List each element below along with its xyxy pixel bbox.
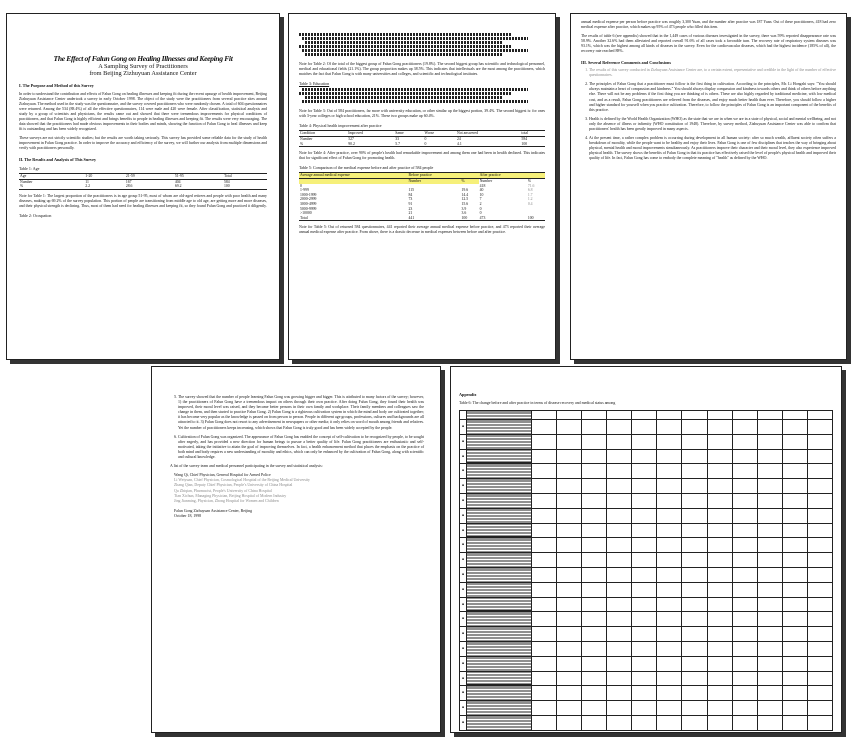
table-cell: 69.2 (174, 184, 223, 189)
list-item: 1. The results of this survey conducted in Zizhuyuan Assistance Center are, to a certain extent, representative and credible in the light of the number of effective questionnaires. (589, 68, 836, 78)
table-cell: 1.7 (527, 192, 533, 197)
table-cell: 10 (479, 192, 484, 197)
table-note: Note for Table 1: The largest proportion of the practitioners is in age group 51-95, most of whom are old-aged retirees and people with poor health and many diseases, making up 69.2% of the survey population. This portion of people are transitioning from middle age to old age, are getting more and more diseases, and their physical strength is declining. Thus, most of them had need for healing illnesses and keeping fit, so they found Falun Gong and practiced it diligently. (19, 193, 267, 208)
table-label: Table 6: The change before and after practice in terms of disease recovery and medical status among (459, 401, 616, 405)
page-3 (570, 13, 847, 360)
table-cell: 84 (408, 192, 413, 197)
table-cell: 0 (424, 137, 427, 142)
participant-name: Qu Zhiqian, Pharmacist, People's University of China Hospital (174, 488, 272, 493)
table-label: Table 5: Comparison of the medical expense before and after practice of 584 people (299, 165, 434, 171)
table-cell: 71.6 (527, 183, 535, 188)
table-note: Note for Table 3: Out of 584 practitioners, far more with university education, or other similar up the biggest portion, 39.4%. The second biggest is: for ones with 3-year colleges or high school education, 21%. These two groups make up 60.4%. (299, 109, 545, 119)
table-cell: 90.2 (347, 142, 394, 147)
table-cell: 24 (457, 137, 461, 142)
table-cell: 5000-9999 (300, 206, 317, 211)
table-cell: 1.2 (527, 197, 533, 202)
education-table-graphic (299, 88, 545, 103)
table-cell: 33 (395, 137, 400, 142)
table-cell: 3.6 (461, 211, 467, 216)
table-header: Total (223, 174, 267, 180)
table-note: Note for Table 2: Of the total of the biggest group of Falun Gong practitioners (19.8%). The second biggest group has scientific and technological personnel, medical and educational fields (21.1%). The group proportion makes up 38.5%. This indicates that intellectuals are the most among the practitioners, which matches the fact that Falun Gong is with many universities and colleges, and scientific and technological institutes. (299, 62, 545, 77)
participant-name: Tian Xichun, Managing Physician, Beijing Hospital of Modern Industry (174, 493, 287, 498)
table-cell: 1-999 (300, 188, 309, 193)
table-cell: 115 (408, 188, 415, 193)
age-table (19, 173, 267, 190)
table-header: Age (19, 174, 84, 180)
table-label: Table 2: Occupation (19, 213, 52, 219)
section-heading-results: II. The Results and Analysis of This Survey (19, 156, 97, 162)
list-item: 3. Health is defined by the World Health Organization (WHO) as the state that we are in when we are in a state of physical, social and mental wellbeing, and not only the absence of illness or infirmity (WHO constitution of 1948). Therefore, by survey method, Zizhuyuan Assistance Center was able to confirm that practitioners' health has been greatly improved in many aspects. (589, 117, 836, 132)
table-cell: 0 (423, 142, 456, 147)
table-note: Note for Table 4: After practice, over 90% of people's health had remarkable improvement and among them one had been in health declined. This indicates that for significant effect of Falun Gong for promoting health. (299, 151, 545, 161)
table-cell: 23 (408, 206, 413, 211)
table-cell: Number (300, 137, 313, 142)
list-item: 4. At the present time, a rather complex problem is occurring during development in all human society: after so much wealth, affluent society often suffers a breakdown of morality, while the people want to be healthy and enjoy their lives. Falun Gong is one of few disciplines that teaches the way of bringing about physical, mental health and moral improvements simultaneously. As practitioners improve their character and their moral level, they also experience improved physical health. The survey shows the benefits of Falun Gong in that its practice has effectively raised the level of people's physical health and improved their quality of life. In fact, Falun Gong has come to embody the complete meaning of "health" as defined by the WHO. (589, 136, 836, 161)
table-cell: 418 (479, 183, 486, 188)
table-subheader: % (461, 179, 479, 184)
table-header: total (520, 131, 545, 137)
table-cell: 21 (408, 211, 413, 216)
table-label: Table 4: Physical health improvement after practice (299, 123, 382, 129)
table-cell: 4.1 (456, 142, 520, 147)
table-cell: 0 (479, 211, 482, 216)
table-cell: 584 (223, 179, 230, 184)
table-header: Worse (423, 131, 456, 137)
table-cell: 1000-1999 (300, 192, 317, 197)
table-cell: 73 (408, 197, 413, 202)
table-cell: 0.4 (527, 202, 533, 206)
page-subtitle: A Sampling Survey of Practitioners (98, 63, 188, 70)
table-cell: 473 (479, 216, 527, 221)
table-header: Improved (347, 131, 394, 137)
table-cell: 100 (520, 142, 545, 147)
table-cell: 7 (479, 197, 482, 202)
conclusion-list (581, 68, 836, 162)
table-cell: 100 (527, 216, 545, 221)
table-cell: 0 (300, 183, 302, 188)
table-cell: 441 (408, 216, 461, 221)
document-date: October 18, 1998 (174, 513, 202, 518)
table-cell: 28.6 (125, 184, 174, 189)
list-item: 6. Cultivation of Falun Gong was organized. The appearance of Falun Gong has enabled the concept of self-cultivation to be recognized by people, to be sought after eagerly, and has provided a new direction for human beings to pursue a better quality of life. Falun Gong practitioners are enthusiastic and self-motivated, taking the initiative to attain the goal of improving themselves. In fact, a health enhancement method that places the emphasis on the practice of both mind and body requires a new understanding of morality and ethics, which can only be enhanced by the cultivation of Falun Gong, along with scientific and cultural knowledge. (178, 435, 424, 460)
list-item: 5. The survey showed that the number of people learning Falun Gong was growing bigger and bigger. This is attributed to many factors of the survey; however, 1) the practitioners of Falun Gong have a tremendous impact on others through their own practice. After doing Falun Gong, they found their health was improved, their moral level was raised, and they became better persons in their own family and workplace. Their family members and colleagues saw the change in them, and then started to practice Falun Gong. 2) Falun Gong is a righteous cultivation system in which the mind and body are cultivated together; it has become very popular as the knowledge is passed on from person to person. People in different age groups, professions, cultures and backgrounds are all attracted to it. 3) Falun Gong does not resort to any advertisement in newspapers or other media; it only relies on word of mouth among friends and relatives. Yet the number of practitioners keeps increasing, which shows that Falun Gong is truly good and has been widely accepted by the people. (178, 395, 424, 431)
signature: Falun Gong Zizhuyuan Assistance Center, Beijing (174, 508, 253, 513)
table-cell: 2 (479, 202, 482, 206)
table-header: 1-20 (84, 174, 125, 180)
table-cell: 6.8 (527, 188, 533, 193)
table-subheader: Number (479, 179, 493, 184)
table-cell: >10000 (300, 211, 312, 216)
table-header: Same (394, 131, 423, 137)
page-1 (6, 13, 280, 360)
table-cell: 0 (479, 206, 482, 211)
table-header: Condition (299, 131, 347, 137)
medical-expense-table (299, 172, 545, 221)
paragraph: The results of table 6 (see appendix) showed that in the 1,449 cases of various diseases investigated in the survey, there was 59% reported disappearance rate was 58.9%. Another 32.6% had them alleviated and reported overall 91.6% of all cases took a favorable turn. The recovery rate of respiratory system diseases was 93.1%, which was the highest among all kinds of diseases in the survey. Even for the cardiovascular diseases, which had the highest incidence (185% of all), the recovery rate reached 88%. (581, 34, 836, 54)
page-5 (450, 366, 842, 733)
participant-name: Jing Jianming, Physician, Zhong Hospital for Women and Children (174, 498, 279, 503)
conclusion-list-continued (170, 395, 424, 460)
table-cell: Total (299, 216, 408, 221)
table-cell: Number (20, 179, 33, 184)
table-cell: 3000-4999 (300, 202, 317, 206)
table-header: Average annual medical expense (299, 173, 408, 179)
health-improvement-table (299, 130, 545, 147)
table-label: Table 1: Age (19, 166, 40, 172)
paragraph: These surveys are not strictly scientific studies; but the results are worth taking seriously. This survey has provided some reliable data for the study of health improvement in Falun Gong practice. In order to improve the accuracy and efficiency of the survey, we will further our analysis from multiple dimensions and verify with practitioners personally. (19, 136, 267, 151)
table-cell: 100 (223, 184, 267, 189)
table-cell: 527 (348, 137, 354, 142)
table-header: Not answered (456, 131, 520, 137)
table-cell: 5.7 (394, 142, 423, 147)
table-cell: 12.5 (461, 197, 469, 202)
table-subheader: Number (408, 179, 461, 184)
participants-intro: A list of the survey team and medical personnel participating in the survey and statistical analysis: (170, 464, 323, 469)
table-cell: 404 (174, 179, 181, 184)
participant-name: Wang Qi, Chief Physician, General Hospital for Armed Police (174, 473, 271, 478)
participant-name: Li Weiyuan, Chief Physician, Cosmological Hospital of the Beijing Medical University (174, 478, 310, 483)
appendix-heading: Appendix (459, 392, 477, 397)
table-cell: 584 (521, 137, 528, 142)
table-cell: 40 (479, 188, 484, 193)
table-note: Note for Table 5: Out of returned 584 questionnaires, 441 reported their average annual medical expense before practice, and 473 reported their average annual medical expense after practice. From above, there is a drastic decrease in medical expenses between before and after practice. (299, 225, 545, 235)
table-cell: 100 (461, 216, 479, 221)
table-cell: 2.2 (84, 184, 125, 189)
table-cell: 19.6 (461, 188, 469, 193)
occupation-table-graphic (299, 33, 545, 56)
table-header: 51-95 (174, 174, 223, 180)
table-cell: 91 (408, 202, 413, 206)
table-subheader: % (527, 179, 531, 184)
page-subtitle-source: from Beijing Zizhuyuan Assistance Center (89, 70, 197, 77)
table-label: Table 3: Education (299, 81, 330, 87)
table-header: 21-59 (125, 174, 174, 180)
disease-recovery-table: ▪ ▪ ▪ ▪ ▪ ▪ ▪ ▪ ▪ ▪ ▪ ▪ ▪ ▪ ▪ ▪ ▪ ▪ ▪ ▪ ▪ (459, 410, 833, 731)
table-cell: 3.9 (461, 206, 467, 211)
table-cell: 14.4 (461, 192, 469, 197)
paragraph: annual medical expense per person before practice was roughly 3,300 Yuan, and the number after practice was 187 Yuan. Out of these practitioners, 418 had zero medical expense after practice, which makes up 95% of 473 people who filled this item. (581, 20, 836, 30)
paragraph: In order to understand the contribution and effects of Falun Gong on healing illnesses and keeping fit during the recent upsurge of health improvement, Beijing Zizhuyuan Assistance Center undertook a survey in early October 1998. The object of the study were the practitioners from several practice sites around Zizhuyuan. The method used in the study was the questionnaire, and the survey covered practitioners who were randomly chosen. A total of 604 questionnaires were returned. Among the 534 (88.4%) of all the effective questionnaires, 114 were male and 420 were female. After classification, statistical analysis and study by a group of scientists and physicians, the results came out and showed that there were tremendous improvements for physical conditions of practitioners, and that Falun Gong is highly efficient and brings benefits to people in healing illnesses and keeping fit. The results were very encouraging. The data showed that the practitioners had made obvious improvements in their bodies and minds, showing the function of Falun Gong to heal illnesses and keep fit is outstanding and has been widely recognized. (19, 91, 268, 132)
table-header: Before practice (408, 173, 461, 179)
table-cell: % (299, 142, 347, 147)
table-header: After practice (479, 173, 527, 179)
section-heading-purpose: I. The Purpose and Method of this Survey (19, 83, 94, 88)
table-cell: % (19, 184, 84, 189)
table-cell: 167 (125, 179, 132, 184)
list-item: 2. The principles of Falun Gong that a practitioner must follow is the first thing in cultivation. According to the principles, Mr. Li Hongzhi says: "You should always maintain a heart of compassion and kindness." You should always display compassion and kindness towards others and think of others before anything else. There will not be any problems if the first thing you are thinking of is others. These are also highly regarded by traditional medicine, with low medical cost, and as a result, Falun Gong practitioners are relieved from the diseases, and enjoy much better health than ever. Therefore, you should follow a higher and higher standard for yourself when you practice cultivation. Therefore, to follow the principles of Falun Gong is an important component of the benefits of this practice. (589, 82, 836, 113)
section-heading-conclusions: III. Several Reference Comments and Conclusions (581, 59, 671, 65)
participant-name: Zhang Qian, Deputy Chief Physician, People's University of China Hospital (174, 483, 293, 488)
page-2 (288, 13, 556, 360)
page-4 (151, 366, 441, 733)
page-title: The Effect of Falun Gong on Healing Illnesses and Keeping Fit (53, 54, 233, 63)
table-cell: 2000-2999 (300, 197, 317, 202)
table-cell: 15.6 (461, 202, 469, 206)
table-cell: 11 (85, 179, 89, 184)
